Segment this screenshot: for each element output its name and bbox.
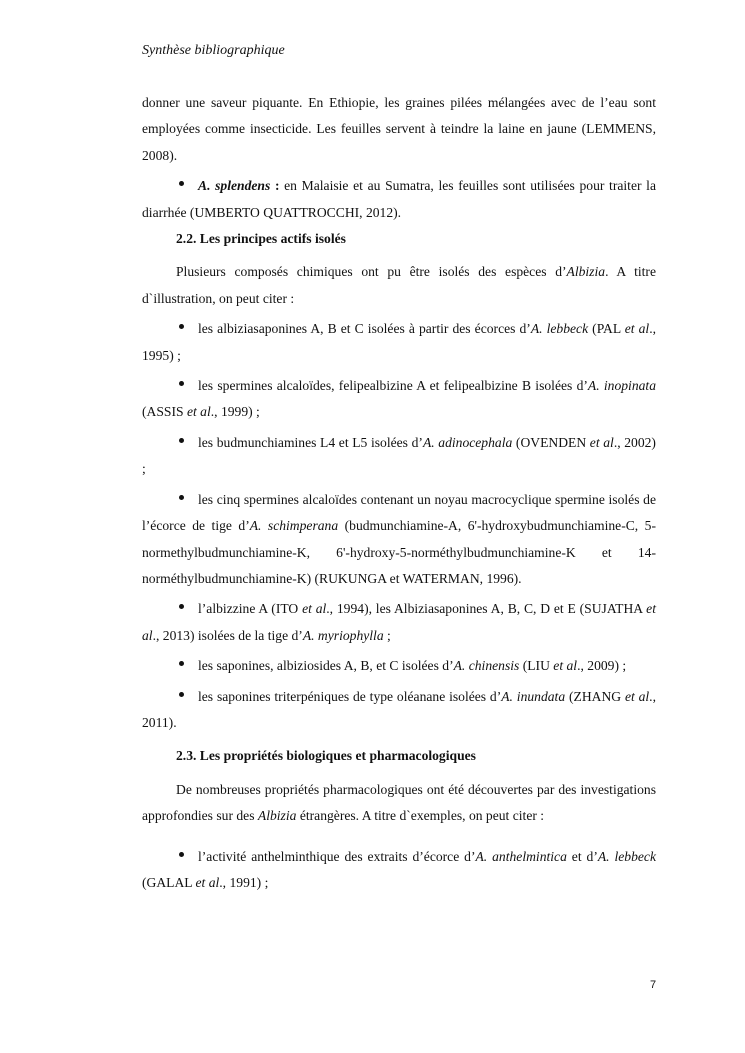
list-item: l’albizzine A (ITO et al., 1994), les Albiziasaponines A, B, C, D et E (SUJATHA et al., 2013) isolées de la tige d’A. myriophylla ; <box>142 601 656 643</box>
section-heading-2-2: 2.2. Les principes actifs isolés <box>176 231 346 247</box>
species-bullet-splendens: A. splendens : en Malaisie et au Sumatra, les feuilles sont utilisées pour traiter la diarrhée (UMBERTO QUATTROCCHI, 2012). <box>142 178 656 220</box>
section-intro: Plusieurs composés chimiques ont pu être isolés des espèces d’Albizia. A titre d`illustration, on peut citer : <box>142 264 656 306</box>
list-item: les saponines triterpéniques de type oléanane isolées d’A. inundata (ZHANG et al., 2011). <box>142 688 656 730</box>
page-number: 7 <box>650 979 657 991</box>
list-item: les saponines, albiziosides A, B, et C isolées d’A. chinensis (LIU et al., 2009) ; <box>198 658 627 674</box>
paragraph: donner une saveur piquante. En Ethiopie, les graines pilées mélangées avec de l’eau sont employées comme insecticide. Les feuilles servent à teindre la laine en jaune (LEMMENS, 2008). <box>142 95 656 163</box>
running-header: Synthèse bibliographique <box>142 43 285 58</box>
section-heading-2-3: 2.3. Les propriétés biologiques et pharmacologiques <box>176 748 476 764</box>
section-intro: De nombreuses propriétés pharmacologiques ont été découvertes par des investigations approfondies sur des Albizia étrangères. A titre d`exemples, on peut citer : <box>142 781 656 824</box>
list-item: les budmunchiamines L4 et L5 isolées d’A. adinocephala (OVENDEN et al., 2002) ; <box>142 434 656 477</box>
document-body <box>142 90 656 896</box>
list-item: les spermines alcaloïdes, felipealbizine A et felipealbizine B isolées d’A. inopinata (ASSIS et al., 1999) ; <box>142 378 656 420</box>
list-item: les cinq spermines alcaloïdes contenant un noyau macrocyclique spermine isolés de l’écorce de tige d’A. schimperana (budmunchiamine-A, 6'-hydroxybudmunchiamine-C, 5-normethylbudmunchiamine-K, 6'-hydroxy-5-norméthylbudmunchiamine-K et 14-norméthylbudmunchiamine-K) (RUKUNGA et WATERMAN, 1996). <box>142 491 656 586</box>
list-item: l’activité anthelminthique des extraits d’écorce d’A. anthelmintica et d’A. lebbeck (GALAL et al., 1991) ; <box>142 848 657 890</box>
list-item: les albiziasaponines A, B et C isolées à partir des écorces d’A. lebbeck (PAL et al., 1995) ; <box>142 321 656 363</box>
species-name: A. splendens <box>198 178 271 194</box>
